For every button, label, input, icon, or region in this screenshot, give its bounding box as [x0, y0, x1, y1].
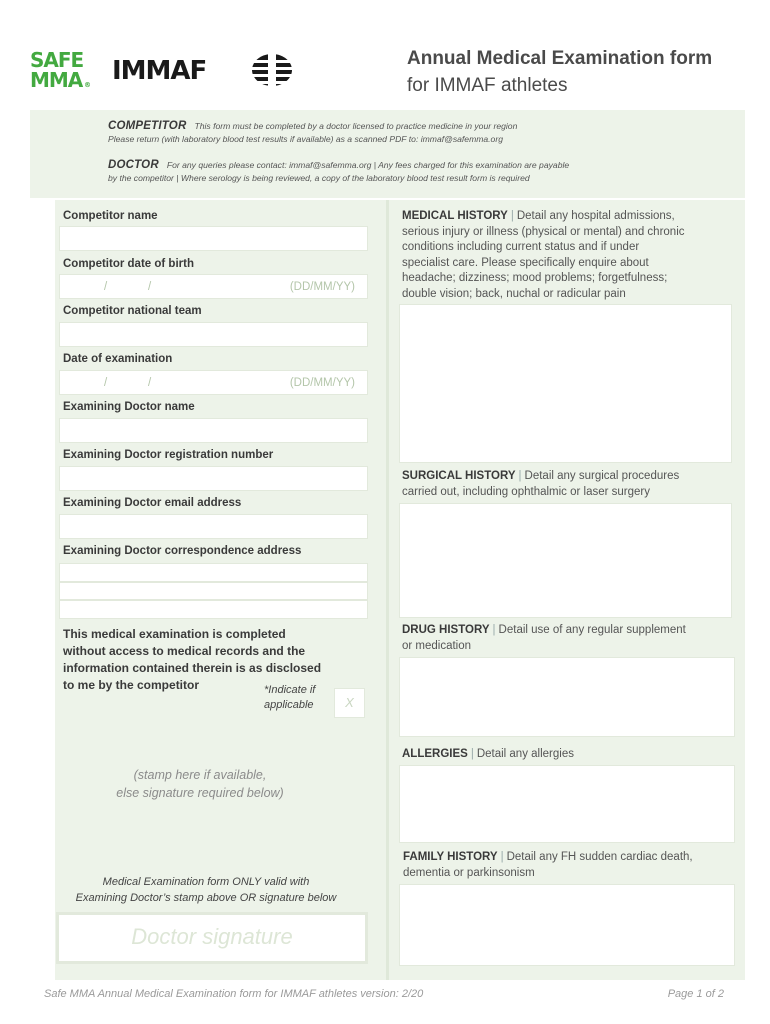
competitor-instr-line2: Please return (with laboratory blood test results if available) as a scanned PDF to: immaf@safemma.org	[108, 134, 503, 144]
surgical-history-field[interactable]	[399, 503, 732, 618]
medical-history-heading	[402, 209, 737, 302]
allergies-sep: |	[470, 748, 474, 760]
notice-line4: to me by the competitor	[63, 678, 200, 692]
dob-slash-1: /	[104, 281, 108, 293]
exam-date-label: Date of examination	[63, 353, 173, 365]
medical-history-field[interactable]	[399, 304, 732, 463]
form-title: Annual Medical Examination form	[407, 48, 713, 69]
dob-label: Competitor date of birth	[63, 258, 194, 270]
stamp-line1: (stamp here if available,	[133, 768, 267, 782]
competitor-instructions	[108, 120, 517, 146]
doctor-address-line-2[interactable]	[59, 582, 368, 600]
doctor-name-field[interactable]	[59, 418, 368, 443]
doctor-email-label: Examining Doctor email address	[63, 497, 242, 509]
safe-mma-logo	[30, 50, 90, 96]
exam-date-field[interactable]	[59, 370, 368, 395]
family-line1: Detail any FH sudden cardiac death,	[506, 851, 693, 863]
allergies-field[interactable]	[399, 765, 735, 843]
logo-safe-line2: MMA	[30, 68, 83, 92]
family-history-heading	[403, 850, 738, 881]
exam-slash-2: /	[148, 377, 152, 389]
doctor-email-field[interactable]	[59, 514, 368, 539]
drug-history-title: DRUG HISTORY	[402, 624, 490, 636]
family-line2: dementia or parkinsonism	[403, 866, 535, 879]
indicate-line2: applicable	[264, 699, 314, 711]
medical-history-title: MEDICAL HISTORY	[402, 210, 508, 222]
family-history-field[interactable]	[399, 884, 735, 966]
family-history-title: FAMILY HISTORY	[403, 851, 498, 863]
applicable-checkbox[interactable]: X	[334, 688, 365, 718]
medical-line2: serious injury or illness (physical or mental) and chronic	[402, 225, 685, 238]
medical-sep: |	[510, 210, 514, 222]
footer-version: Safe MMA Annual Medical Examination form for IMMAF athletes version: 2/20	[44, 988, 424, 1000]
indicate-note	[264, 683, 315, 713]
surgical-line1: Detail any surgical procedures	[524, 470, 680, 482]
drug-sep: |	[492, 624, 496, 636]
notice-line2: without access to medical records and the	[63, 644, 306, 658]
immaf-logo: IMMAF	[112, 56, 207, 86]
notice-line1: This medical examination is completed	[63, 627, 286, 641]
dob-field[interactable]	[59, 274, 368, 299]
allergies-line1: Detail any allergies	[476, 748, 574, 760]
validity-note	[56, 874, 356, 906]
surgical-history-heading	[402, 469, 737, 500]
allergies-title: ALLERGIES	[402, 748, 468, 760]
surgical-sep: |	[518, 470, 522, 482]
registered-mark: ®	[84, 81, 91, 89]
medical-line6: double vision; back, nuchal or radicular pain	[402, 287, 626, 300]
surgical-line2: carried out, including ophthalmic or laser surgery	[402, 485, 651, 498]
doctor-signature-field[interactable]: Doctor signature	[56, 912, 368, 964]
competitor-instr-line1: This form must be completed by a doctor licensed to practice medicine in your region	[194, 121, 518, 131]
immaf-mark-icon	[250, 52, 294, 88]
medical-line4: specialist care. Please specifically enquire about	[402, 256, 649, 269]
drug-history-field[interactable]	[399, 657, 735, 737]
doctor-reg-field[interactable]	[59, 466, 368, 491]
competitor-label: COMPETITOR	[108, 120, 187, 132]
dob-slash-2: /	[148, 281, 152, 293]
competitor-name-label: Competitor name	[63, 210, 158, 222]
medical-line5: headache; dizziness; mood problems; forgetfulness;	[402, 272, 668, 284]
doctor-label: DOCTOR	[108, 159, 159, 171]
drug-history-heading	[402, 623, 737, 654]
exam-slash-1: /	[104, 377, 108, 389]
validity-line2: Examining Doctor’s stamp above OR signature below	[75, 892, 337, 904]
dob-format-hint: (DD/MM/YY)	[289, 281, 355, 293]
medical-line3: conditions including current status and if under	[402, 241, 640, 253]
doctor-instr-line1: For any queries please contact: immaf@safemma.org | Any fees charged for this examination are payable	[166, 160, 570, 170]
national-team-field[interactable]	[59, 322, 368, 347]
drug-line1: Detail use of any regular supplement	[498, 624, 686, 636]
exam-format-hint: (DD/MM/YY)	[289, 377, 355, 389]
footer-page-number: Page 1 of 2	[667, 988, 724, 1000]
validity-line1: Medical Examination form ONLY valid with	[102, 876, 310, 888]
doctor-name-label: Examining Doctor name	[63, 401, 195, 413]
notice-line3: information contained therein is as disclosed	[63, 661, 322, 675]
doctor-instructions	[108, 159, 569, 185]
records-notice	[63, 626, 363, 694]
drug-line2: or medication	[402, 639, 472, 652]
doctor-address-label: Examining Doctor correspondence address	[63, 545, 302, 557]
surgical-history-title: SURGICAL HISTORY	[402, 470, 516, 482]
allergies-heading	[402, 747, 737, 763]
doctor-reg-label: Examining Doctor registration number	[63, 449, 274, 461]
national-team-label: Competitor national team	[63, 305, 202, 317]
medical-line1: Detail any hospital admissions,	[516, 210, 675, 222]
form-subtitle: for IMMAF athletes	[407, 75, 568, 96]
doctor-address-line-1[interactable]	[59, 563, 368, 582]
doctor-instr-line2: by the competitor | Where serology is being reviewed, a copy of the laboratory blood test result form is required	[108, 173, 530, 183]
competitor-name-field[interactable]	[59, 226, 368, 251]
indicate-line1: *Indicate if	[264, 684, 316, 696]
stamp-line2: else signature required below)	[116, 786, 284, 800]
family-sep: |	[500, 851, 504, 863]
logo-safe-line1: SAFE	[30, 48, 84, 72]
stamp-area	[60, 766, 340, 802]
doctor-address-line-3[interactable]	[59, 600, 368, 619]
